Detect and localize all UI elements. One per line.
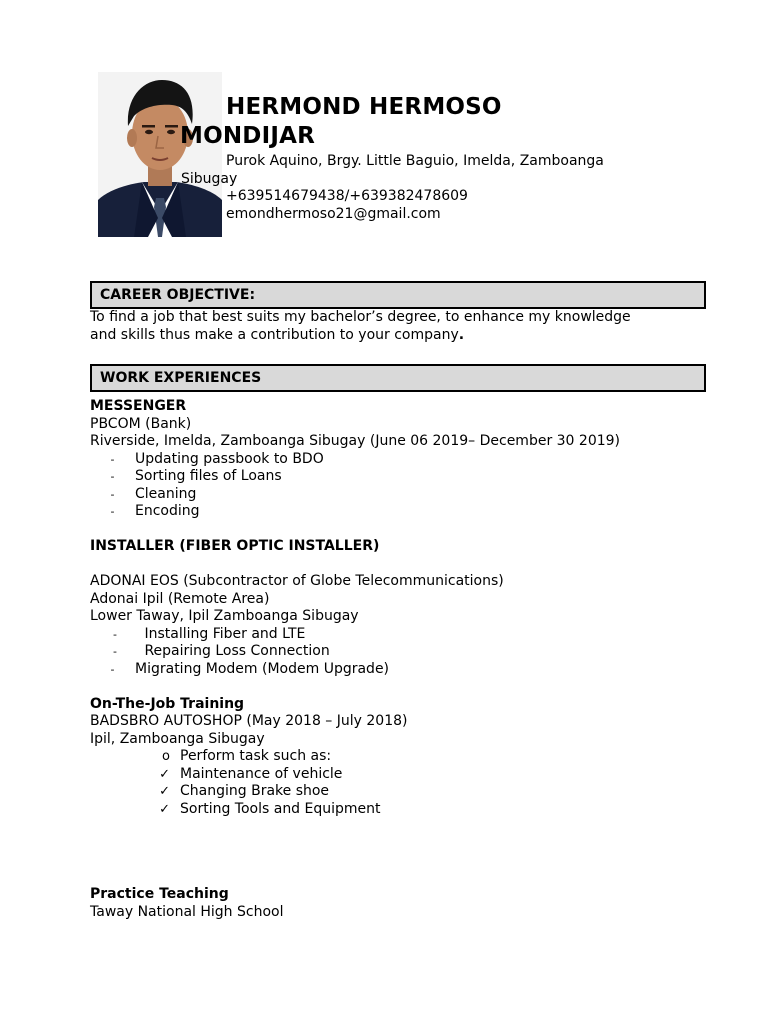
job-location: Lower Taway, Ipil Zamboanga Sibugay <box>90 608 359 624</box>
list-item: - Repairing Loss Connection <box>90 643 620 661</box>
list-item: - Installing Fiber and LTE <box>90 626 620 644</box>
ojt-title: On-The-Job Training <box>90 695 245 712</box>
job-branch: Adonai Ipil (Remote Area) <box>90 590 270 607</box>
list-item: - Cleaning <box>90 486 620 504</box>
dash-bullet: - <box>110 452 115 466</box>
ojt-location: Ipil, Zamboanga Sibugay <box>90 730 265 747</box>
job-company: PBCOM (Bank) <box>90 415 192 432</box>
job-title-installer: INSTALLER (FIBER OPTIC INSTALLER) <box>90 538 380 554</box>
job-title-messenger: MESSENGER <box>90 398 187 414</box>
job-location: Riverside, Imelda, Zamboanga Sibugay (June 06 2019– December 30 2019) <box>90 433 621 449</box>
dash-bullet: - <box>113 627 117 641</box>
applicant-name: HERMOND HERMOSO MONDIJAR <box>180 94 502 149</box>
career-objective-heading: CAREER OBJECTIVE: <box>90 281 706 309</box>
career-objective-text <box>90 309 631 344</box>
list-item: ✓ Changing Brake shoe <box>90 783 620 801</box>
work-experiences-heading: WORK EXPERIENCES <box>90 364 706 392</box>
dash-bullet: - <box>110 487 115 501</box>
checkmark-icon: ✓ <box>159 801 170 817</box>
practice-teaching-block <box>90 886 283 921</box>
address-line-1: Purok Aquino, Brgy. Little Baguio, Imelda, Zamboanga <box>226 153 604 169</box>
ojt-company: BADSBRO AUTOSHOP (May 2018 – July 2018) <box>90 713 408 729</box>
objective-line-2: and skills thus make a contribution to your company <box>90 326 459 343</box>
circle-bullet-icon: o <box>162 749 170 764</box>
phone-numbers: +639514679438/+639382478609 <box>226 188 468 204</box>
objective-period: . <box>458 326 465 343</box>
checkmark-icon: ✓ <box>159 784 170 799</box>
email-address: emondhermoso21@gmail.com <box>226 205 441 222</box>
dash-bullet: - <box>110 505 115 518</box>
dash-bullet: - <box>113 645 117 658</box>
list-item: o Perform task such as: <box>90 748 620 766</box>
list-item: ✓ Sorting Tools and Equipment <box>90 801 620 819</box>
list-item: ✓ Maintenance of vehicle <box>90 766 620 784</box>
list-item: - Encoding <box>90 503 620 521</box>
list-item: - Updating passbook to BDO <box>90 451 620 469</box>
checkmark-icon: ✓ <box>159 766 170 782</box>
dash-bullet: - <box>110 470 115 483</box>
list-item: - Migrating Modem (Modem Upgrade) <box>90 661 620 679</box>
contact-block <box>181 153 661 223</box>
practice-teaching-school: Taway National High School <box>90 903 284 920</box>
dash-bullet: - <box>110 662 115 676</box>
job-company: ADONAI EOS (Subcontractor of Globe Telecommunications) <box>90 573 504 589</box>
work-experience-list <box>90 398 620 818</box>
practice-teaching-title: Practice Teaching <box>90 886 229 902</box>
list-item: - Sorting files of Loans <box>90 468 620 486</box>
objective-line-1: To find a job that best suits my bachelor’s degree, to enhance my knowledge <box>90 309 631 325</box>
address-line-2: Sibugay <box>181 170 238 187</box>
